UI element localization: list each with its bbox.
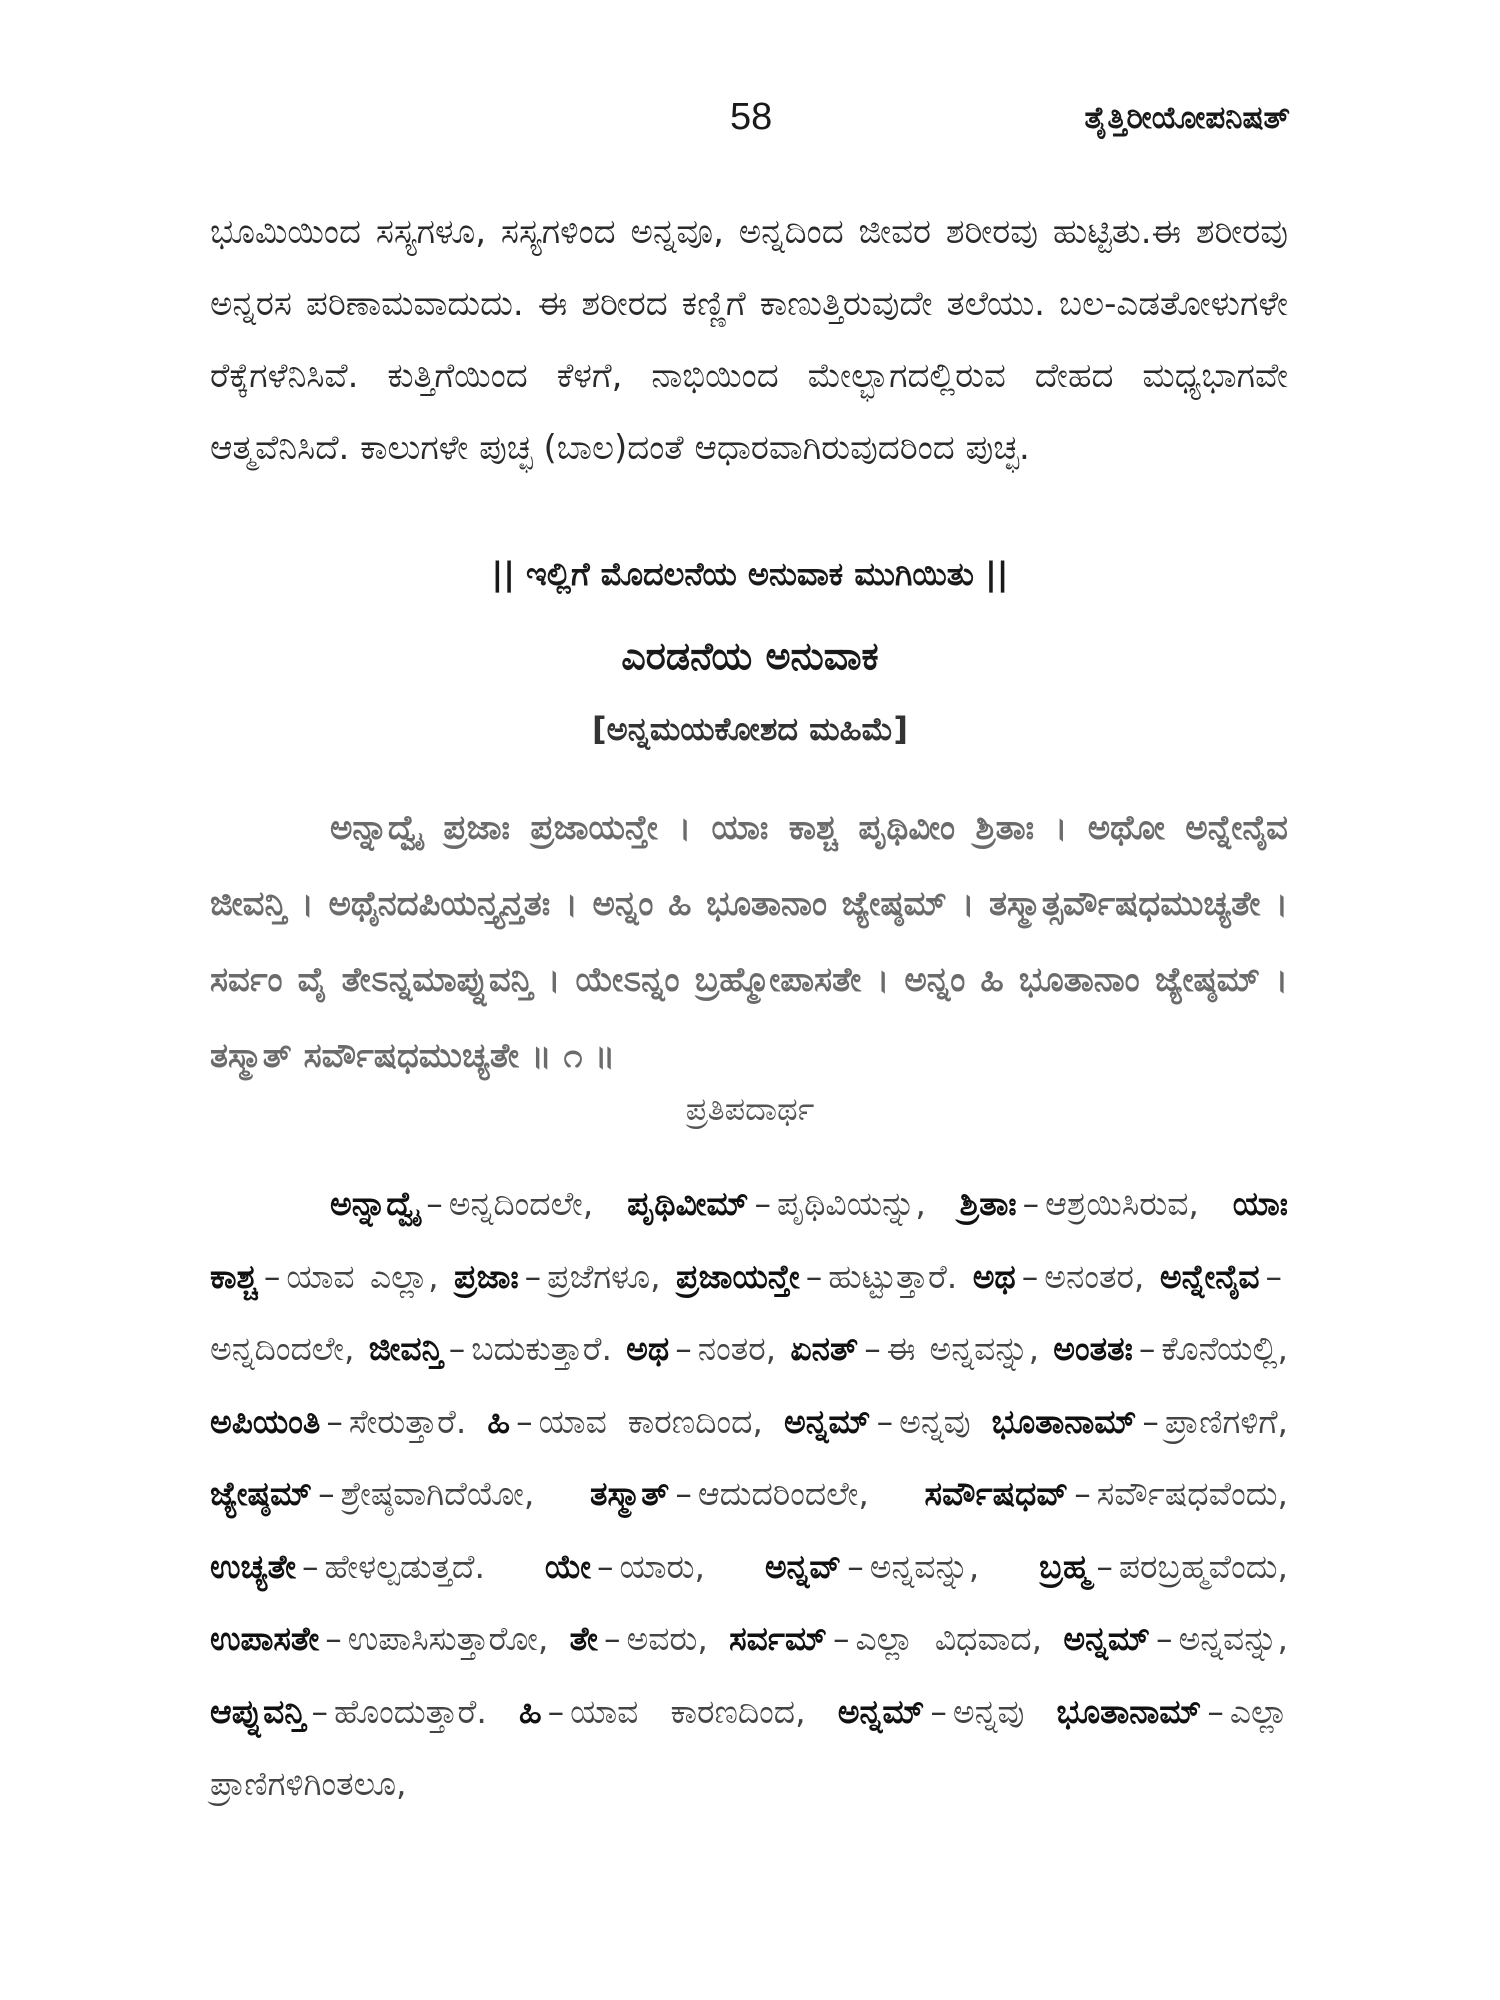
glossary-dash: – <box>754 1184 771 1223</box>
glossary-term: ಭೂತಾನಾಮ್ <box>1056 1691 1202 1731</box>
glossary-dash: – <box>805 1256 823 1296</box>
glossary-entry <box>626 1329 776 1368</box>
glossary-term: ಪ್ರಜಾಯನ್ತೇ <box>676 1256 800 1296</box>
section-subtitle: [ಅನ್ನಮಯಕೋಶದ ಮಹಿಮೆ] <box>592 710 908 748</box>
glossary-meaning: ಸೇರುತ್ತಾರೆ. <box>348 1401 467 1441</box>
glossary-dash: – <box>930 1691 947 1731</box>
glossary-dash: – <box>1142 1401 1159 1441</box>
glossary-dash: – <box>1207 1691 1224 1731</box>
glossary-term: ಸರ್ವಮ್ <box>729 1619 827 1658</box>
glossary-meaning: ಅನ್ನವನ್ನು, <box>869 1546 980 1586</box>
glossary-meaning: ಆದುದರಿಂದಲೇ, <box>697 1474 869 1513</box>
glossary-entry <box>627 1184 926 1223</box>
glossary-term: ಅಂತತಃ <box>1053 1329 1133 1368</box>
section-title: ಎರಡನೆಯ ಅನುವಾಕ <box>621 634 879 678</box>
glossary-meaning: ಯಾರು, <box>619 1546 705 1586</box>
glossary-dash: – <box>847 1546 864 1586</box>
glossary-paragraph <box>210 1168 1288 1821</box>
glossary-entry <box>210 1619 548 1658</box>
glossary-meaning: ಬದುಕುತ್ತಾರೆ. <box>471 1329 612 1368</box>
glossary-meaning: ಪ್ರಜೆಗಳೂ, <box>547 1256 661 1296</box>
glossary-meaning: ಪ್ರಾಣಿಗಳಿಗೆ, <box>1164 1401 1289 1441</box>
glossary-dash: – <box>864 1329 881 1368</box>
glossary-entry <box>570 1619 708 1658</box>
glossary-term: ಅನ್ನವ್ <box>764 1546 842 1586</box>
glossary-dash: – <box>832 1619 850 1658</box>
glossary-meaning: ಸರ್ವೌಷಧವೆಂದು, <box>1096 1474 1288 1513</box>
glossary-entry <box>1053 1329 1288 1368</box>
glossary-dash: – <box>326 1401 343 1441</box>
glossary-entry <box>784 1402 971 1441</box>
glossary-dash: – <box>448 1329 466 1368</box>
glossary-entry <box>925 1474 1288 1513</box>
glossary-meaning: ಹೊಂದುತ್ತಾರೆ. <box>333 1691 487 1731</box>
glossary-dash: – <box>597 1546 614 1586</box>
glossary-term: ಅಥ <box>626 1329 670 1368</box>
glossary-entry <box>487 1402 762 1441</box>
glossary-term: ಯಾಃ ಕಾಶ್ಚ <box>210 1184 1288 1296</box>
glossary-term: ಅನ್ನಾದ್ವೈ <box>330 1184 421 1223</box>
glossary-entry <box>369 1329 612 1368</box>
glossary-meaning: ಪರಬ್ರಹ್ಮವೆಂದು, <box>1118 1546 1288 1586</box>
pratipadartha-heading: ಪ್ರತಿಪದಾರ್ಥ <box>685 1090 815 1128</box>
glossary-meaning: ಅನ್ನವನ್ನು, <box>1178 1619 1289 1658</box>
glossary-meaning: ಕೊನೆಯಲ್ಲಿ, <box>1161 1329 1288 1368</box>
glossary-entry <box>838 1692 1025 1731</box>
mantra-verse: ಅನ್ನಾದ್ವೈ ಪ್ರಜಾಃ ಪ್ರಜಾಯನ್ತೇ । ಯಾಃ ಕಾಶ್ಚ ಪೃಥಿವೀಂ ಶ್ರಿತಾಃ । ಅಥೋ ಅನ್ನೇನೈವ ಜೀವನ್ತಿ । ಅಥೈನದಪಿಯನ್ತ್ಯನ್ತತಃ । ಅನ್ನಂ ಹಿ ಭೂತಾನಾಂ ಜ್ಯೇಷ್ಠಮ್ । ತಸ್ಮಾತ್ಸರ್ವೌಷಧಮುಚ್ಯತೇ । ಸರ್ವಂ ವೈ ತೇಽನ್ನಮಾಪ್ನುವನ್ತಿ । ಯೇಽನ್ನಂ ಬ್ರಹ್ಮೋಪಾಸತೇ । ಅನ್ನಂ ಹಿ ಭೂತಾನಾಂ ಜ್ಯೇಷ್ಠಮ್ । ತಸ್ಮಾತ್ ಸರ್ವೌಷಧಮುಚ್ಯತೇ ॥ ೧ ॥ <box>210 808 1288 1076</box>
glossary-meaning: ಪೃಥಿವಿಯನ್ನು, <box>776 1184 926 1223</box>
intro-paragraph: ಭೂಮಿಯಿಂದ ಸಸ್ಯಗಳೂ, ಸಸ್ಯಗಳಿಂದ ಅನ್ನವೂ, ಅನ್ನದಿಂದ ಜೀವರ ಶರೀರವು ಹುಟ್ಟಿತು.ಈ ಶರೀರವು ಅನ್ನರಸ ಪರಿಣಾಮವಾದುದು. ಈ ಶರೀರದ ಕಣ್ಣಿಗೆ ಕಾಣುತ್ತಿರುವುದೇ ತಲೆಯು. ಬಲ-ಎಡತೋಳುಗಳೇ ರೆಕ್ಕೆಗಳೆನಿಸಿವೆ. ಕುತ್ತಿಗೆಯಿಂದ ಕೆಳಗೆ, ನಾಭಿಯಿಂದ ಮೇಲ್ಭಾಗದಲ್ಲಿರುವ ದೇಹದ ಮಧ್ಯಭಾಗವೇ ಆತ್ಮವೆನಿಸಿದೆ. ಕಾಲುಗಳೇ ಪುಚ್ಛ (ಬಾಲ)ದಂತೆ ಆಧಾರವಾಗಿರುವುದರಿಂದ ಪುಚ್ಛ. <box>210 212 1288 468</box>
glossary-entry <box>210 1547 485 1586</box>
glossary-dash: – <box>524 1256 542 1296</box>
glossary-term: ಭೂತಾನಾಮ್ <box>991 1401 1137 1441</box>
glossary-term: ತೇ <box>569 1619 598 1658</box>
glossary-term: ಜೀವನ್ತಿ <box>368 1329 443 1368</box>
glossary-meaning: ಅನ್ನವು <box>899 1401 971 1441</box>
glossary-meaning: ಉಪಾಸಿಸುತ್ತಾರೋ, <box>347 1619 549 1658</box>
glossary-entry <box>210 1402 466 1441</box>
glossary-term: ಶ್ರಿತಾಃ <box>959 1184 1017 1223</box>
glossary-entry <box>960 1184 1199 1223</box>
glossary-term: ಅನ್ನಮ್ <box>837 1691 925 1731</box>
glossary-dash: – <box>603 1619 621 1658</box>
glossary-dash: – <box>263 1256 281 1296</box>
glossary-dash: – <box>301 1546 319 1586</box>
glossary-entry <box>1063 1619 1288 1658</box>
glossary-term: ಬ್ರಹ್ಮ <box>1039 1546 1091 1586</box>
glossary-meaning: ಈ ಅನ್ನವನ್ನು, <box>886 1329 1040 1368</box>
glossary-meaning: ಶ್ರೇಷ್ಠವಾಗಿದೆಯೋ, <box>340 1474 535 1513</box>
glossary-dash: – <box>675 1474 692 1513</box>
glossary-dash: – <box>1265 1256 1283 1296</box>
glossary-meaning: ನಂತರ, <box>697 1329 777 1368</box>
glossary-meaning: ಯಾವ ಕಾರಣದಿಂದ, <box>538 1401 763 1441</box>
glossary-meaning: ಅನಂತರ, <box>1044 1256 1145 1296</box>
glossary-dash: – <box>675 1329 692 1368</box>
glossary-entry <box>545 1547 705 1586</box>
glossary-dash: – <box>1074 1474 1091 1513</box>
glossary-meaning: ಅನ್ನದಿಂದಲೇ, <box>210 1329 355 1368</box>
glossary-entry <box>1039 1547 1288 1586</box>
glossary-dash: – <box>876 1401 894 1441</box>
glossary-entry <box>992 1402 1288 1441</box>
glossary-dash: – <box>1096 1546 1113 1586</box>
glossary-meaning: ಆಶ್ರಯಿಸಿರುವ, <box>1045 1184 1199 1223</box>
anuvaka-end-marker: || ಇಲ್ಲಿಗೆ ಮೊದಲನೆಯ ಅನುವಾಕ ಮುಗಿಯಿತು || <box>491 555 1009 593</box>
glossary-term: ಉಚ್ಯತೇ <box>210 1546 296 1586</box>
glossary-entry <box>790 1329 1039 1368</box>
glossary-meaning: ಹೇಳಲ್ಪಡುತ್ತದೆ. <box>324 1546 485 1586</box>
glossary-meaning: ಅನ್ನವು <box>952 1691 1025 1731</box>
glossary-meaning: ಯಾವ ಕಾರಣದಿಂದ, <box>570 1691 806 1731</box>
glossary-dash: – <box>1138 1329 1156 1368</box>
glossary-term: ಪ್ರಜಾಃ <box>454 1256 519 1296</box>
glossary-dash: – <box>426 1184 443 1223</box>
glossary-term: ಸರ್ವೌಷಧವ್ <box>924 1474 1069 1513</box>
glossary-meaning: ಯಾವ ಎಲ್ಲಾ, <box>286 1256 439 1296</box>
glossary-term: ಆಪ್ನುವನ್ತಿ <box>210 1691 306 1731</box>
glossary-term: ಯೇ <box>544 1546 591 1586</box>
glossary-dash: – <box>516 1401 533 1441</box>
glossary-term: ಅನ್ನಮ್ <box>1063 1619 1150 1658</box>
glossary-term: ಅಪಿಯಂತಿ <box>210 1401 321 1441</box>
glossary-term: ಅನ್ನಮ್ <box>783 1401 871 1441</box>
glossary-term: ಅಥ <box>972 1256 1016 1296</box>
glossary-dash: – <box>1022 1184 1040 1223</box>
glossary-entry <box>210 1692 487 1731</box>
glossary-dash: – <box>1155 1619 1173 1658</box>
page-header <box>0 96 1500 146</box>
glossary-entry <box>330 1184 593 1223</box>
glossary-entry <box>676 1257 957 1296</box>
glossary-dash: – <box>547 1691 565 1731</box>
glossary-meaning: ಎಲ್ಲಾ ಪ್ರಾಣಿಗಳಿಗಿಂತಲೂ, <box>210 1691 1288 1803</box>
glossary-entry <box>519 1692 806 1731</box>
glossary-entry <box>973 1257 1145 1296</box>
glossary-term: ಅನ್ನೇನೈವ <box>1159 1256 1260 1296</box>
glossary-term: ಉಪಾಸತೇ <box>210 1619 320 1658</box>
glossary-meaning: ಅವರು, <box>626 1619 708 1658</box>
running-title: ತೈತ್ತಿರೀಯೋಪನಿಷತ್ <box>1084 100 1290 136</box>
glossary-dash: – <box>325 1619 342 1658</box>
glossary-entry <box>590 1474 869 1513</box>
glossary-meaning: ಅನ್ನದಿಂದಲೇ, <box>448 1184 594 1223</box>
glossary-entry <box>729 1619 1042 1658</box>
glossary-term: ಜ್ಯೇಷ್ಠಮ್ <box>210 1474 313 1513</box>
glossary-entry <box>210 1474 534 1513</box>
glossary-dash: – <box>311 1691 328 1731</box>
glossary-term: ತಸ್ಮಾತ್ <box>590 1474 670 1513</box>
glossary-entry <box>454 1257 661 1296</box>
glossary-dash: – <box>1021 1256 1039 1296</box>
glossary-meaning: ಹುಟ್ಟುತ್ತಾರೆ. <box>828 1256 958 1296</box>
glossary-term: ಪೃಥಿವೀಮ್ <box>627 1184 749 1223</box>
glossary-term: ಏನತ್ <box>790 1329 859 1368</box>
glossary-term: ಹಿ <box>519 1691 542 1731</box>
glossary-entry <box>765 1547 979 1586</box>
glossary-dash: – <box>318 1474 335 1513</box>
page-number: 58 <box>730 96 773 138</box>
glossary-term: ಹಿ <box>487 1401 511 1441</box>
glossary-meaning: ಎಲ್ಲಾ ವಿಧವಾದ, <box>855 1619 1043 1658</box>
